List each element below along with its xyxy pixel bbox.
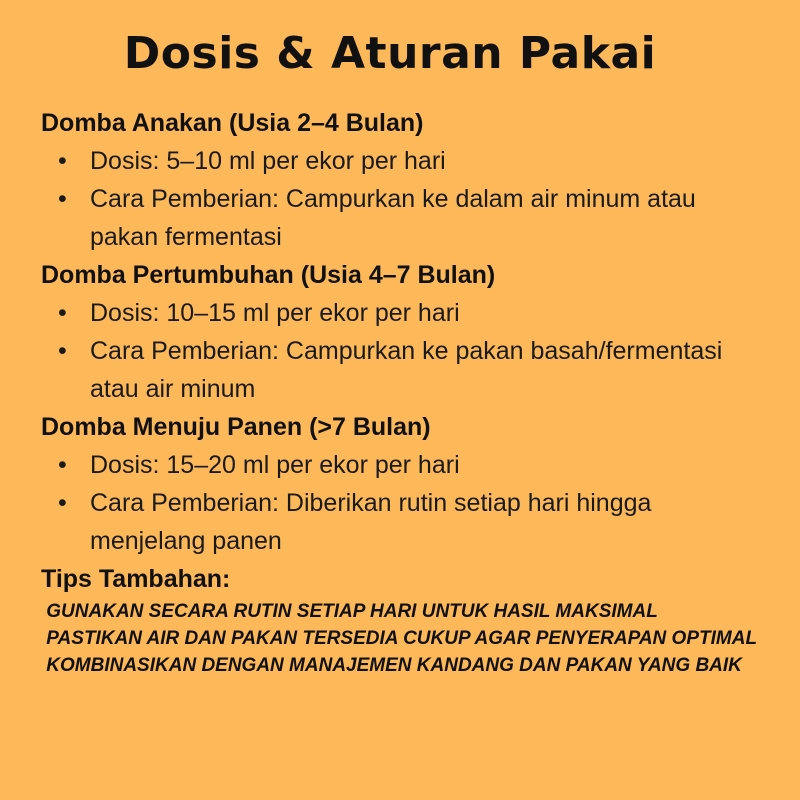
page-title: Dosis & Aturan Pakai xyxy=(123,28,657,79)
list-item xyxy=(41,294,761,332)
list-item xyxy=(41,484,761,560)
section-domba-menuju-panen xyxy=(41,408,761,560)
tips-list xyxy=(41,598,761,679)
bullet-icon: • xyxy=(58,451,67,479)
list-item xyxy=(41,142,761,180)
tip-item: KOMBINASIKAN DENGAN MANAJEMEN KANDANG DAN PAKAN YANG BAIK xyxy=(41,655,742,676)
bullet-icon: • xyxy=(58,147,67,175)
bullet-icon: • xyxy=(58,337,67,365)
bullet-icon: • xyxy=(58,185,67,213)
list-item-text: Dosis: 15–20 ml per ekor per hari xyxy=(90,451,460,479)
tip-item: GUNAKAN SECARA RUTIN SETIAP HARI UNTUK HASIL MAKSIMAL xyxy=(41,601,658,622)
list-item-text: Cara Pemberian: Campurkan ke pakan basah/fermentasi atau air minum xyxy=(90,337,723,403)
tips-heading: Tips Tambahan: xyxy=(41,565,231,593)
bullet-icon: • xyxy=(58,489,67,517)
section-heading: Domba Menuju Panen (>7 Bulan) xyxy=(41,413,431,441)
section-domba-anakan xyxy=(41,104,761,256)
list-item-text: Cara Pemberian: Campurkan ke dalam air minum atau pakan fermentasi xyxy=(90,185,696,251)
section-domba-pertumbuhan xyxy=(41,256,761,408)
section-heading: Domba Anakan (Usia 2–4 Bulan) xyxy=(41,109,424,137)
list-item xyxy=(41,180,761,256)
bullet-icon: • xyxy=(58,299,67,327)
list-item xyxy=(41,332,761,408)
content xyxy=(41,104,761,679)
list-item-text: Cara Pemberian: Diberikan rutin setiap hari hingga menjelang panen xyxy=(90,489,652,555)
list-item xyxy=(41,446,761,484)
section-list xyxy=(41,294,761,408)
tip-item: PASTIKAN AIR DAN PAKAN TERSEDIA CUKUP AGAR PENYERAPAN OPTIMAL xyxy=(41,628,758,649)
section-heading: Domba Pertumbuhan (Usia 4–7 Bulan) xyxy=(41,261,496,289)
section-list xyxy=(41,446,761,560)
tips-section xyxy=(41,560,761,679)
list-item-text: Dosis: 5–10 ml per ekor per hari xyxy=(90,147,446,175)
section-list xyxy=(41,142,761,256)
list-item-text: Dosis: 10–15 ml per ekor per hari xyxy=(90,299,460,327)
